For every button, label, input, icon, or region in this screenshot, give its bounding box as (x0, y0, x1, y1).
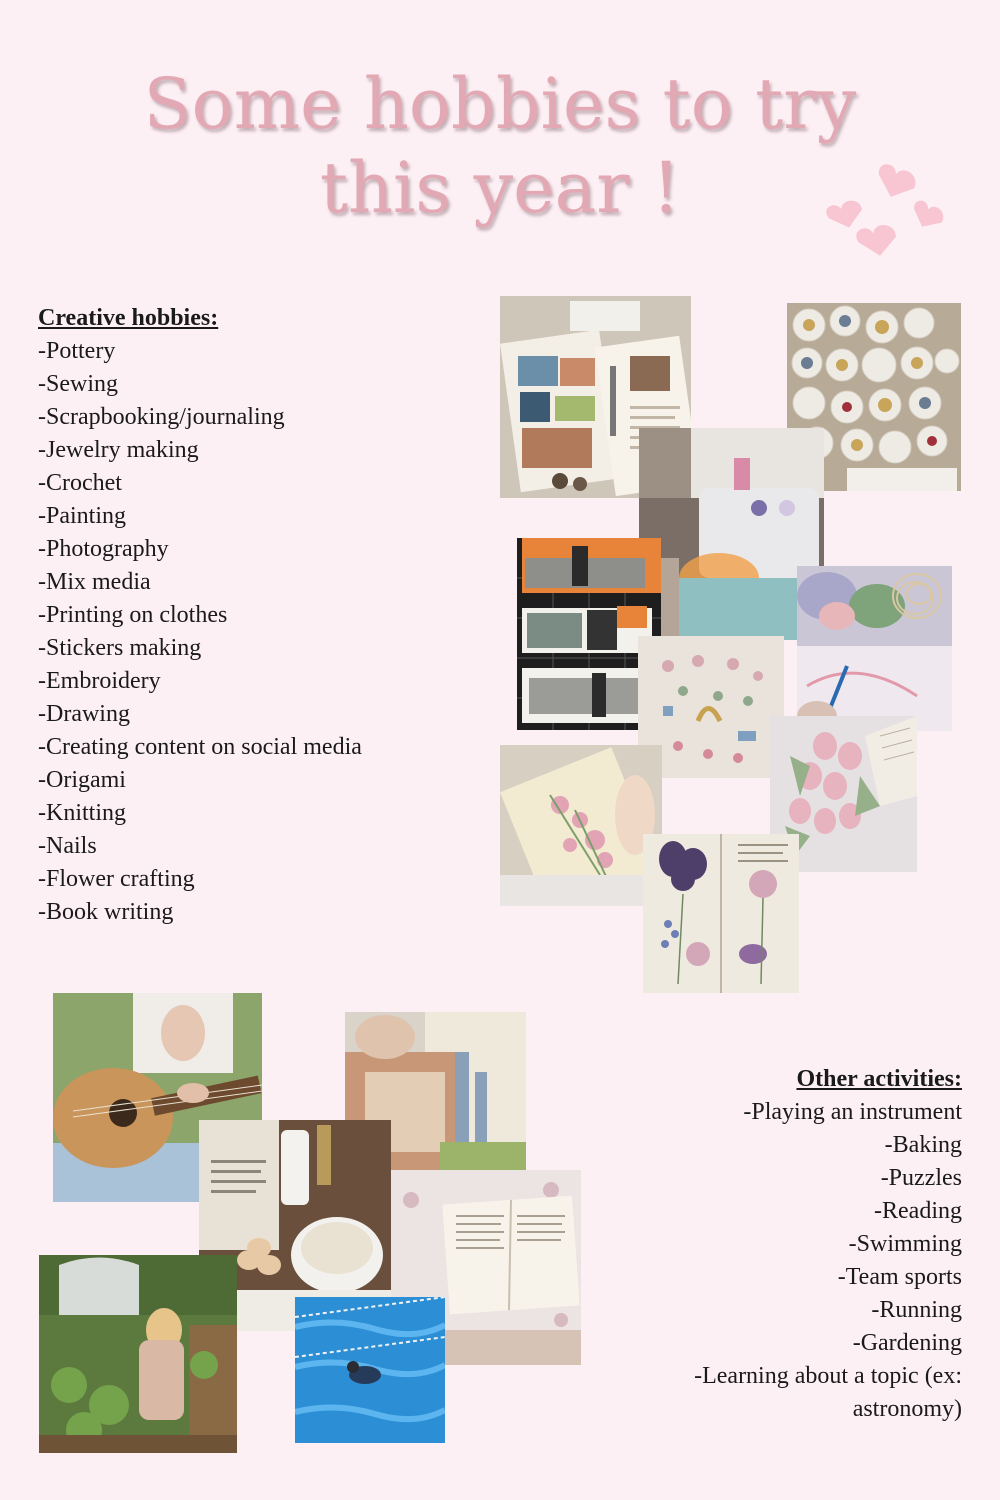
list-item: -Flower crafting (38, 866, 195, 892)
list-item: -Crochet (38, 470, 122, 496)
list-item: -Embroidery (38, 668, 161, 694)
title-line-1: Some hobbies to try (143, 63, 857, 145)
list-item: -Stickers making (38, 635, 202, 661)
list-item: -Drawing (38, 701, 130, 727)
title-line-2: this year ! (319, 147, 681, 229)
list-item: -Knitting (38, 800, 126, 826)
gardening-photo (39, 1255, 237, 1453)
hearts-icon (818, 160, 958, 270)
creative-hobbies-list (38, 302, 362, 929)
list-item: -Mix media (38, 569, 151, 595)
crochet-yarn-photo (797, 566, 952, 731)
list-item: -Pottery (38, 338, 116, 364)
other-activities-heading: Other activities: (796, 1066, 962, 1092)
swimming-pool-photo (295, 1297, 445, 1443)
list-item: -Jewelry making (38, 437, 199, 463)
list-item: -Team sports (837, 1264, 962, 1290)
list-item: -Puzzles (880, 1165, 962, 1191)
other-activities-list (622, 1063, 962, 1426)
list-item: -Origami (38, 767, 126, 793)
list-item: -Baking (884, 1132, 962, 1158)
list-item: -Nails (38, 833, 97, 859)
list-item: -Book writing (38, 899, 174, 925)
list-item: -Printing on clothes (38, 602, 228, 628)
list-item: -Sewing (38, 371, 118, 397)
flower-painting-photo (500, 745, 662, 906)
list-item: -Reading (874, 1198, 962, 1224)
list-item: -Gardening (852, 1330, 962, 1356)
list-item: -Running (871, 1297, 962, 1323)
list-item: -Photography (38, 536, 169, 562)
list-item: -Playing an instrument (743, 1099, 962, 1125)
creative-hobbies-heading: Creative hobbies: (38, 305, 219, 331)
list-item: -Learning about a topic (ex: astronomy) (694, 1363, 962, 1422)
list-item: -Scrapbooking/journaling (38, 404, 285, 430)
pressed-flowers-journal-photo (643, 834, 799, 993)
list-item: -Swimming (848, 1231, 962, 1257)
list-item: -Painting (38, 503, 126, 529)
list-item: -Creating content on social media (38, 734, 362, 760)
